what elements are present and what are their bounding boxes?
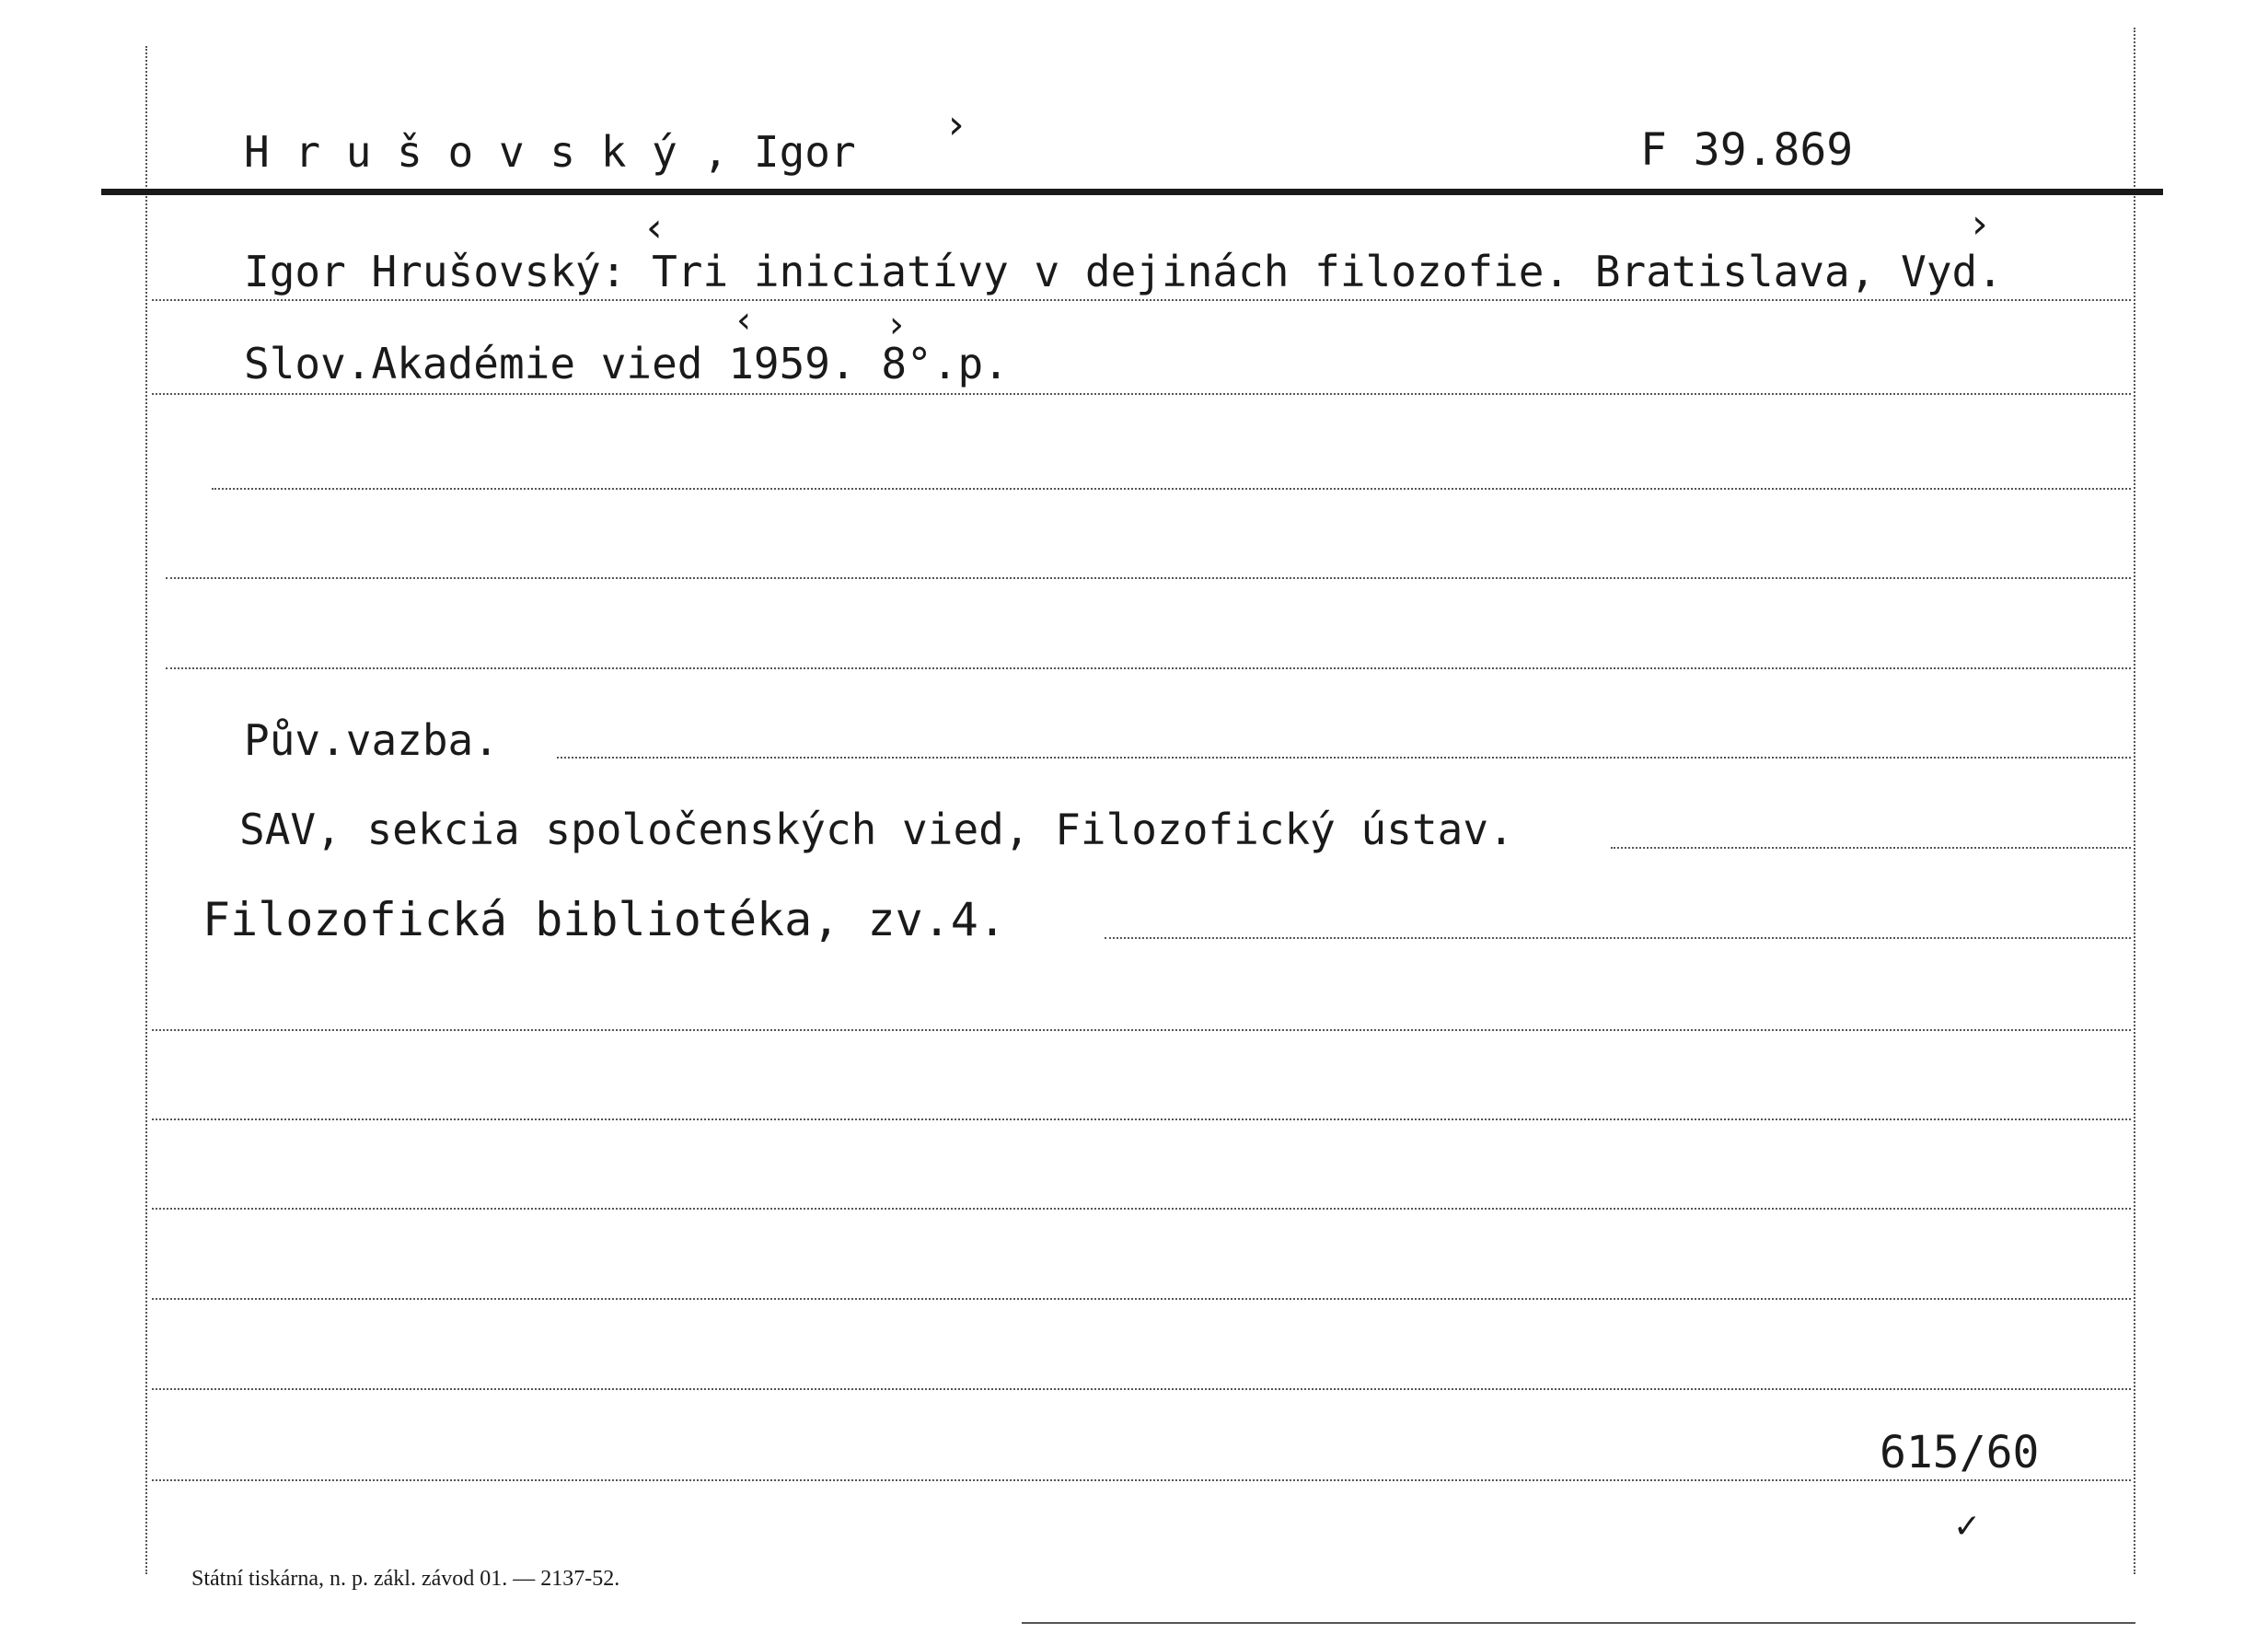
heading-rule <box>101 189 2163 195</box>
rule-line <box>152 393 2131 395</box>
rule-line <box>152 1029 2131 1031</box>
institution: SAV, sekcia spoločenských vied, Filozofický ústav. <box>239 805 1514 854</box>
rule-line <box>1611 847 2131 849</box>
rule-line <box>152 299 2131 301</box>
printer-imprint: Státní tiskárna, n. p. zákl. závod 01. — 2137-52. <box>191 1567 620 1591</box>
heading-name: H r u š o v s k ý , Igor <box>244 127 856 177</box>
rule-line <box>152 1118 2131 1120</box>
rule-line <box>212 488 2131 490</box>
insertion-mark-icon: › <box>889 304 904 346</box>
bottom-rule <box>1022 1622 2135 1624</box>
check-mark-icon: ✓ <box>1953 1508 1982 1546</box>
left-border <box>145 46 147 1574</box>
entry-line-2: Slov.Akadémie vied 1959. 8°.p. <box>244 339 1009 388</box>
accession-number: 615/60 <box>1880 1427 2040 1478</box>
shelf-mark: F 39.869 <box>1640 124 1854 176</box>
rule-line <box>152 1388 2131 1390</box>
series: Filozofická bibliotéka, zv.4. <box>202 893 1006 946</box>
right-border <box>2134 28 2135 1574</box>
rule-line <box>152 1208 2131 1210</box>
rule-line <box>557 757 2131 759</box>
rule-line <box>152 1298 2131 1300</box>
rule-line <box>1105 937 2131 939</box>
insertion-mark-icon: › <box>1972 201 1988 248</box>
rule-line <box>166 577 2131 579</box>
binding-note: Pův.vazba. <box>244 715 499 765</box>
rule-line <box>166 667 2131 669</box>
insertion-mark-icon: ‹ <box>646 204 663 251</box>
entry-line-1: Igor Hrušovský: Tri iniciatívy v dejinách filozofie. Bratislava, Vyd. <box>244 247 2003 296</box>
rule-line <box>152 1479 2131 1481</box>
insertion-mark-icon: ‹ <box>736 299 751 342</box>
insertion-mark-icon: › <box>948 101 965 148</box>
